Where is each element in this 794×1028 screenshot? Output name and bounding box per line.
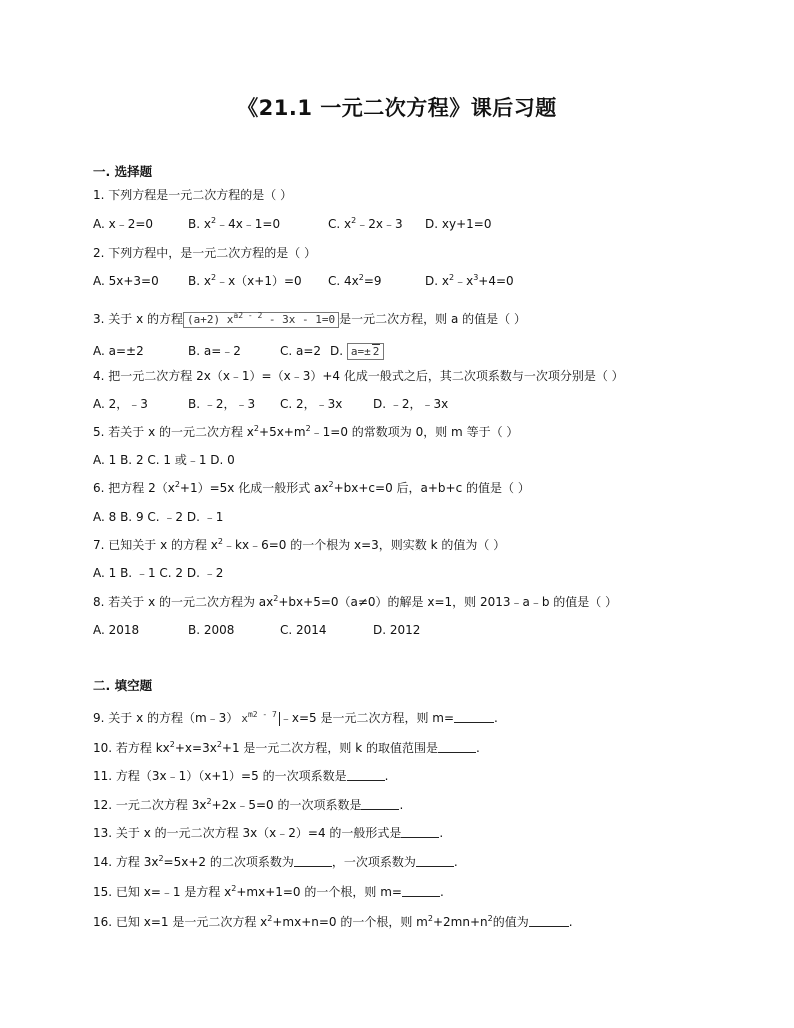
section-heading-fill-in: 二. 填空题 <box>93 678 153 693</box>
option-c: C. $x^2﹣2x﹣3$ <box>328 216 403 231</box>
option-c: C. $4x^2=9$ <box>328 273 382 288</box>
option-a: A. 2018 <box>93 623 140 637</box>
equation-image: (a+2) $x^{a2}$ $^{- 2}$ - 3x - 1=0 <box>183 312 339 328</box>
option-d: D. ﹣2，﹣3x <box>373 397 449 411</box>
option-a: A. 2，﹣3 <box>93 397 148 411</box>
option-d: D. 2012 <box>373 623 421 637</box>
question-6: 6. 把方程 $2(x^2+1)=5x$ 化成一般形式 $ax^2+bx+c=0$ 后，a+b+c 的值是（ ） <box>93 480 530 495</box>
question-15: 15. 已知 x=﹣1 是方程 $x^2+mx+1=0$ 的一个根，则 m= . <box>93 884 444 899</box>
question-9: 9. 关于 x 的方程（m﹣3） $x^{m2}$ $^{- 7}$ ﹣x=5 是一元二次方程，则 m= . <box>93 710 498 725</box>
question-12: 12. 一元二次方程 $3x^2+2x﹣5=0$ 的一次项系数是 . <box>93 797 404 812</box>
question-14: 14. 方程 $3x^2=5x+2$ 的二次项系数为 ，一次项系数为 . <box>93 854 458 869</box>
equation-image: a=± 2 <box>347 343 385 360</box>
answer-blank[interactable] <box>347 769 385 781</box>
option-d: D. $x^2﹣x^3+4=0$ <box>425 273 514 288</box>
answer-blank[interactable] <box>454 711 494 723</box>
option-b: B. $x^2﹣4x﹣1=0$ <box>188 216 281 231</box>
section-heading-multiple-choice: 一. 选择题 <box>93 164 153 179</box>
question-7-options: A. 1 B. ﹣1 C. 2 D. ﹣2 <box>93 566 224 580</box>
option-c: C. a=2 <box>280 344 322 358</box>
option-d: D. a=± 2 <box>330 343 384 360</box>
option-b: B. 2008 <box>188 623 235 637</box>
option-c: C. 2，﹣3x <box>280 397 343 411</box>
question-5: 5. 若关于 x 的一元二次方程 $x^2+5x+m^2﹣1=0$ 的常数项为 0，则 m 等于（ ） <box>93 424 519 439</box>
option-a: A. 5x+3=0 <box>93 274 159 288</box>
answer-blank[interactable] <box>529 915 569 927</box>
option-c: C. 2014 <box>280 623 327 637</box>
answer-blank[interactable] <box>402 885 440 897</box>
answer-blank[interactable] <box>438 741 476 753</box>
question-16: 16. 已知 x=1 是一元二次方程 $x^2+mx+n=0$ 的一个根，则 $m^2+2mn+n^2$的值为 . <box>93 914 573 929</box>
question-3: 3. 关于 x 的方程 (a+2) $x^{a2}$ $^{- 2}$ - 3x - 1=0 是一元二次方程，则 a 的值是（ ） <box>93 311 526 326</box>
question-4: 4. 把一元二次方程 2x（x﹣1）=（x﹣3）+4 化成一般式之后，其二次项系数与一次项分别是（ ） <box>93 369 624 383</box>
answer-blank[interactable] <box>294 855 332 867</box>
option-d: D. xy+1=0 <box>425 217 492 231</box>
option-b: B. ﹣2，﹣3 <box>188 397 256 411</box>
answer-blank[interactable] <box>361 798 399 810</box>
question-6-options: A. 8 B. 9 C. ﹣2 D. ﹣1 <box>93 510 224 524</box>
question-10: 10. 若方程 $kx^2+x=3x^2+1$ 是一元二次方程，则 k 的取值范围是 . <box>93 740 480 755</box>
question-1: 1. 下列方程是一元二次方程的是（ ） <box>93 188 293 202</box>
question-13: 13. 关于 x 的一元二次方程 3x（x﹣2）=4 的一般形式是 . <box>93 826 444 840</box>
question-5-options: A. 1 B. 2 C. 1 或﹣1 D. 0 <box>93 453 235 467</box>
option-b: B. $x^2﹣x(x+1)=0$ <box>188 273 302 288</box>
option-b: B. a=﹣2 <box>188 344 241 358</box>
option-a: A. a=±2 <box>93 344 144 358</box>
option-a: A. x﹣2=0 <box>93 217 154 231</box>
question-2: 2. 下列方程中，是一元二次方程的是（ ） <box>93 246 317 260</box>
answer-blank[interactable] <box>401 826 439 838</box>
question-7: 7. 已知关于 x 的方程 $x^2﹣kx﹣6=0$ 的一个根为 x=3，则实数 k 的值为（ ） <box>93 537 506 552</box>
page-title: 《21.1 一元二次方程》课后习题 <box>237 96 557 120</box>
question-8: 8. 若关于 x 的一元二次方程为 $ax^2+bx+5=0(a\ne 0)$的解是 x=1，则 2013﹣a﹣b 的值是（ ） <box>93 594 618 609</box>
question-11: 11. 方程（3x﹣1）（x+1）=5 的一次项系数是 . <box>93 769 389 783</box>
equation-image: $x^{m2}$ $^{- 7}$ <box>238 712 280 726</box>
answer-blank[interactable] <box>416 855 454 867</box>
